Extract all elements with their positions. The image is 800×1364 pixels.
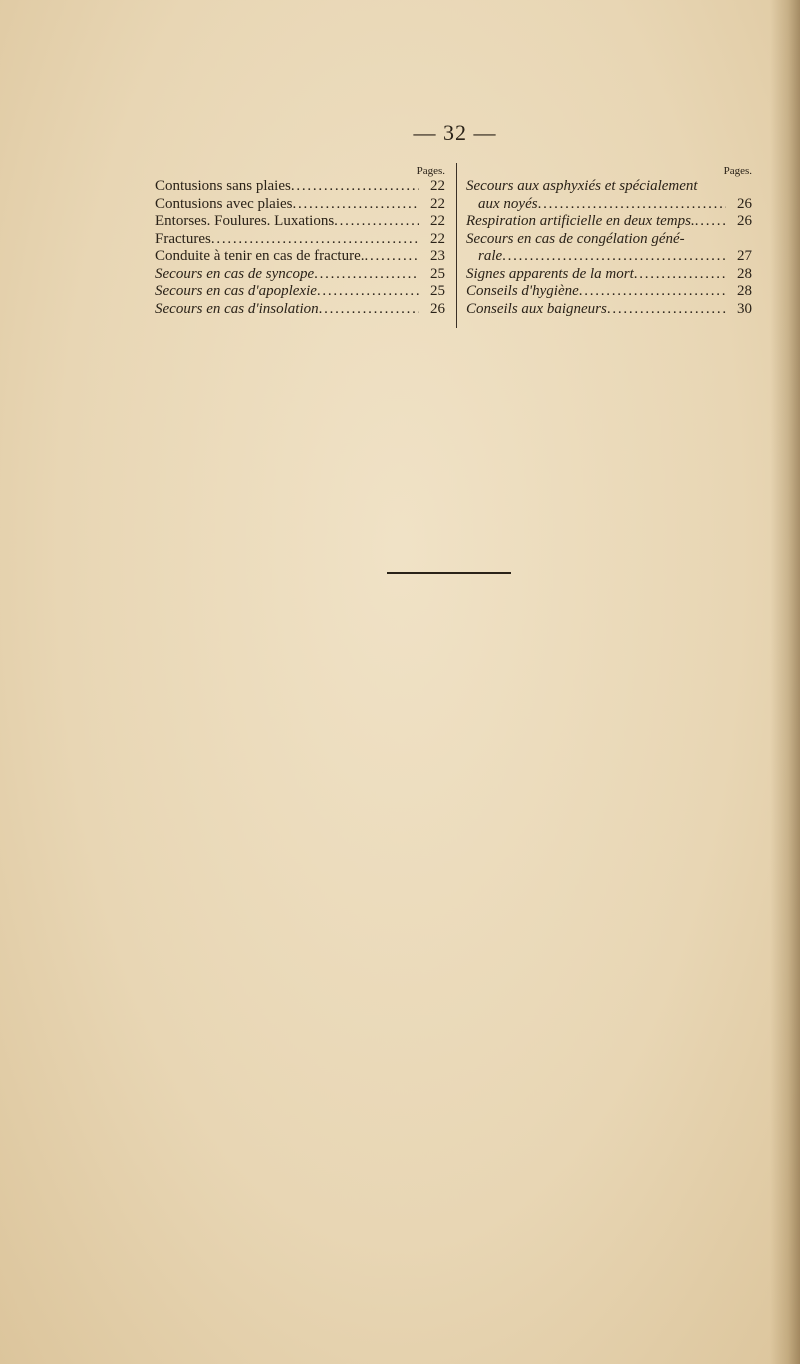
leader-dots	[607, 301, 726, 319]
toc-entry-title: Entorses. Foulures. Luxations	[155, 213, 335, 229]
toc-entry-page: 22	[430, 230, 445, 247]
toc-entry	[466, 213, 752, 231]
toc-entry	[155, 301, 445, 319]
page-edge-shadow	[770, 0, 800, 1364]
end-rule	[387, 572, 511, 574]
toc-entry-page: 25	[430, 265, 445, 282]
toc-entry	[466, 248, 752, 266]
toc-entry-title: Secours en cas d'insolation	[155, 300, 319, 317]
toc-entry-page: 28	[737, 283, 752, 299]
toc-entry-title: aux noyés	[478, 195, 538, 212]
toc-entry-title: Fractures	[155, 230, 211, 247]
toc-entry-page: 25	[430, 283, 445, 299]
toc-entry-page: 23	[430, 248, 445, 264]
toc-entry-title: rale	[478, 248, 503, 264]
toc-entry-first-line: Secours aux asphyxiés et spécialement	[466, 178, 698, 194]
toc-left-column	[155, 164, 445, 318]
toc-entry	[466, 283, 752, 301]
toc-entry	[155, 196, 445, 214]
toc-entry-title: Conseils d'hygiène	[466, 283, 579, 299]
toc-entry-page: 26	[737, 195, 752, 212]
toc-entry	[466, 196, 752, 214]
toc-entry-page: 26	[430, 300, 445, 317]
toc-entry-title: Conseils aux baigneurs	[466, 300, 607, 317]
leader-dots	[579, 283, 726, 301]
page-number: — 32 —	[413, 120, 497, 145]
toc-entry-page: 30	[737, 300, 752, 317]
pages-label: Pages.	[723, 165, 752, 177]
toc-entry-page: 27	[737, 248, 752, 264]
toc-entry-title: Contusions sans plaies	[155, 178, 291, 194]
toc-entry	[155, 213, 445, 231]
toc-entry-page: 22	[430, 195, 445, 212]
column-divider	[456, 163, 457, 328]
toc-entry	[155, 248, 445, 266]
leader-dots	[502, 248, 726, 266]
toc-entry-title: Signes apparents de la mort	[466, 265, 634, 282]
toc-entry	[155, 231, 445, 249]
leader-dots	[291, 178, 419, 196]
leader-dots	[319, 301, 419, 319]
toc-entry-title: Secours en cas de syncope	[155, 265, 315, 282]
toc-entry	[155, 178, 445, 196]
toc-right-column	[466, 164, 752, 318]
leader-dots	[695, 213, 726, 231]
toc-entry-title: Conduite à tenir en cas de fracture.	[155, 248, 365, 264]
toc-entry-page: 22	[430, 178, 445, 194]
leader-dots	[292, 196, 419, 214]
toc-entry	[155, 266, 445, 284]
leader-dots	[634, 266, 726, 284]
pages-label: Pages.	[416, 165, 445, 177]
toc-entry-title: Secours en cas d'apoplexie	[155, 283, 317, 299]
toc-entry-first-line: Secours en cas de congélation géné-	[466, 230, 685, 247]
toc-entry-page: 22	[430, 213, 445, 229]
leader-dots	[314, 266, 419, 284]
leader-dots	[365, 248, 420, 266]
toc-entry	[466, 301, 752, 319]
toc-entry	[466, 266, 752, 284]
toc-entry-page: 26	[737, 213, 752, 229]
leader-dots	[211, 231, 419, 249]
toc-entry-title: Respiration artificielle en deux temps.	[466, 213, 695, 229]
toc-entry	[155, 283, 445, 301]
toc-entry-title: Contusions avec plaies	[155, 195, 293, 212]
leader-dots	[334, 213, 419, 231]
leader-dots	[538, 196, 726, 214]
leader-dots	[317, 283, 419, 301]
toc-entry-page: 28	[737, 265, 752, 282]
